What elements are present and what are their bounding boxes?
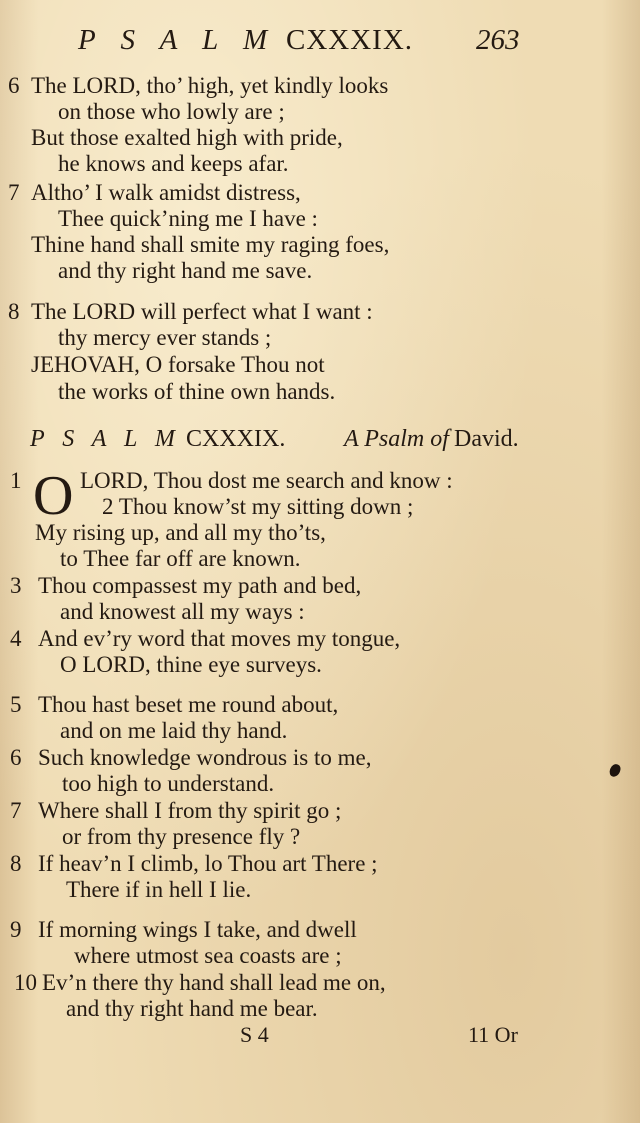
verse-number: 7 [8,180,20,205]
verse-number: 5 [10,692,22,717]
header-psalm-number: CXXXIX. [286,24,414,56]
verse-line: Thou compassest my path and bed, [38,573,362,598]
verse-line: The LORD will perfect what I want : [31,299,373,324]
verse-line: and thy right hand me bear. [66,996,318,1021]
verse-line: Thou hast beset me round about, [38,692,339,717]
verse-line: My rising up, and all my tho’ts, [35,520,326,545]
header-title: P S A L M [78,24,277,56]
verse-line: The LORD, tho’ high, yet kindly looks [31,73,389,98]
verse-number: 1 [10,468,22,493]
verse-line: But those exalted high with pride, [31,125,343,150]
psalm-heading-title: P S A L M [30,426,181,452]
catchword: 11 Or [468,1022,518,1047]
drop-cap: O [33,465,74,527]
verse-line: 2 Thou know’st my sitting down ; [102,494,414,519]
verse-line: Altho’ I walk amidst distress, [31,180,301,205]
verse-line: too high to understand. [62,771,275,796]
verse-number: 8 [8,299,20,324]
verse-number: 8 [10,851,22,876]
verse-number: 9 [10,917,22,942]
ink-blot [608,763,622,779]
signature-mark: S 4 [240,1022,269,1047]
verse-number: 6 [10,745,22,770]
verse-number: 6 [8,73,20,98]
running-header [0,24,640,64]
verse-line: and on me laid thy hand. [60,718,288,743]
verse-number: 7 [10,798,22,823]
verse-line: There if in hell I lie. [66,877,252,902]
verse-line: LORD, Thou dost me search and know : [80,468,453,493]
verse-line: Thine hand shall smite my raging foes, [31,232,390,257]
verse-line: and thy right hand me save. [58,258,313,283]
verse-line: JEHOVAH, O forsake Thou not [31,352,325,377]
psalm-heading-number: CXXXIX. [186,426,286,452]
verse-line: Thee quick’ning me I have : [58,206,318,231]
verse-line: Ev’n there thy hand shall lead me on, [42,970,386,995]
verse-line: on those who lowly are ; [58,99,285,124]
verse-line: to Thee far off are known. [60,546,301,571]
verse-line: Where shall I from thy spirit go ; [38,798,342,823]
verse-number: 3 [10,573,22,598]
verse-line: If morning wings I take, and dwell [38,917,357,942]
psalm-heading-author: David. [454,426,519,452]
verse-line: the works of thine own hands. [58,379,336,404]
verse-line: And ev’ry word that moves my tongue, [38,626,401,651]
page-footer [0,1022,640,1052]
verse-line: If heav’n I climb, lo Thou art There ; [38,851,378,876]
verse-line: O LORD, thine eye surveys. [60,652,322,677]
verse-line: or from thy presence fly ? [62,824,301,849]
verse-number: 10 [14,970,37,995]
verse-line: and knowest all my ways : [60,599,305,624]
verse-line: thy mercy ever stands ; [58,325,272,350]
verse-line: he knows and keeps afar. [58,151,289,176]
page-number: 263 [476,24,520,56]
psalm-heading [30,426,590,458]
verse-line: where utmost sea coasts are ; [74,943,342,968]
psalm-heading-description: A Psalm of [344,426,449,452]
verse-line: Such knowledge wondrous is to me, [38,745,372,770]
verse-number: 4 [10,626,22,651]
